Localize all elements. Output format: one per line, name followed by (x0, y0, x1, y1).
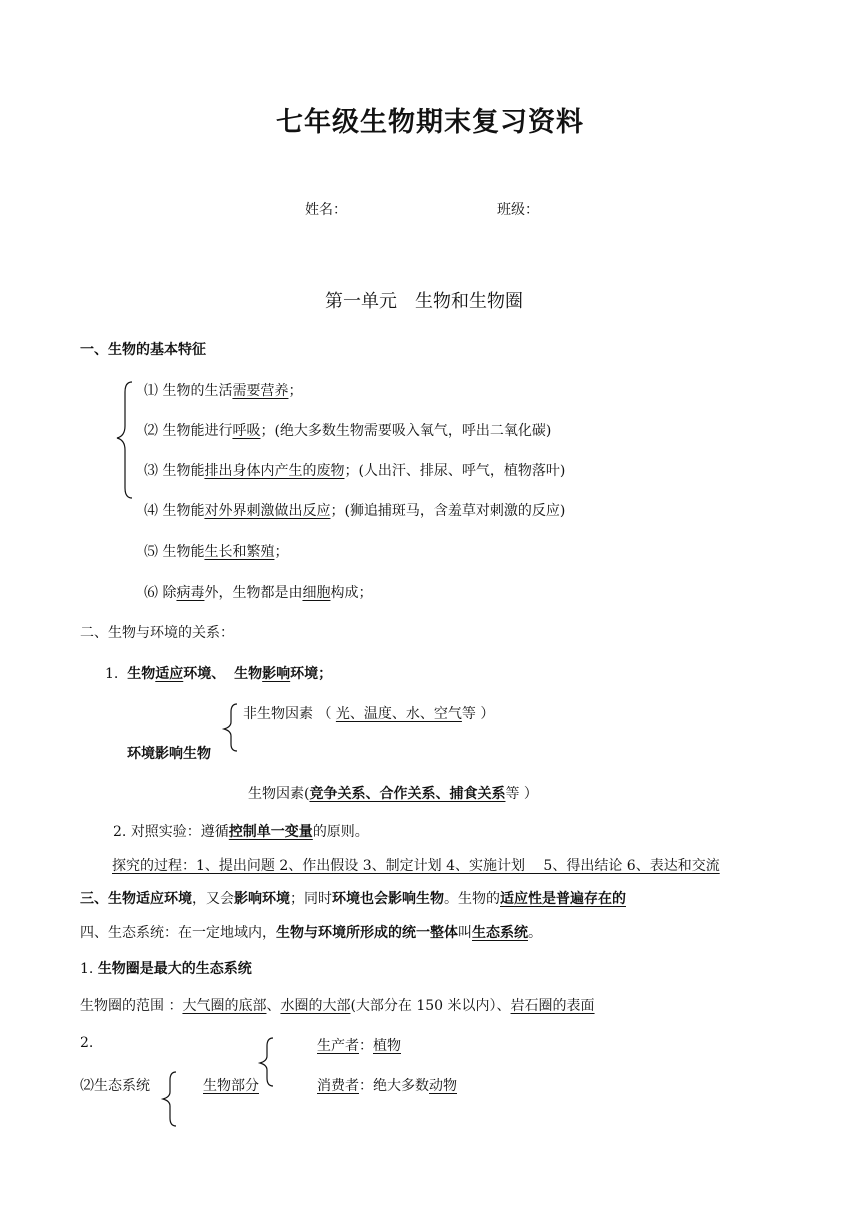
ecosystem-label: ⑵生态系统 (80, 1078, 150, 1094)
brace (158, 1068, 180, 1130)
biosphere-point: 1. 生物圈是最大的生态系统 (80, 961, 252, 977)
section-4: 四、生态系统：在一定地域内，生物与环境所形成的统一整体叫生态系统。 (80, 925, 542, 941)
item-number: 2. (80, 1035, 94, 1051)
consumer-line: 消费者：绝大多数动物 (317, 1078, 457, 1094)
feature-item: ⑸ 生物能生长和繁殖； (144, 544, 289, 560)
section-3: 三、生物适应环境，又会影响环境；同时环境也会影响生物。生物的适应性是普遍存在的 (80, 891, 626, 907)
abiotic-factors: 非生物因素 （ 光、温度、水、空气等 ） (243, 706, 495, 722)
feature-item: ⑹ 除病毒外，生物都是由细胞构成； (144, 585, 373, 601)
feature-item: ⑴ 生物的生活需要营养； (144, 383, 303, 399)
env-affects-life-label: 环境影响生物 (127, 746, 211, 762)
biotic-part: 生物部分 (203, 1078, 259, 1094)
feature-item: ⑷ 生物能对外界刺激做出反应；(狮追捕斑马，含羞草对刺激的反应) (144, 503, 566, 519)
point-1: 1. 生物适应环境、 生物影响环境； (105, 666, 333, 682)
unit-title: 第一单元 生物和生物圈 (325, 291, 523, 312)
feature-item: ⑵ 生物能进行呼吸；(绝大多数生物需要吸入氧气，呼出二氧化碳) (144, 423, 552, 439)
brace (112, 378, 136, 504)
feature-item: ⑶ 生物能排出身体内产生的废物；(人出汗、排尿、呼气，植物落叶) (144, 463, 566, 479)
point-2: 2. 对照实验：遵循控制单一变量的原则。 (113, 824, 369, 840)
page-title: 七年级生物期末复习资料 (276, 107, 584, 138)
inquiry-process: 探究的过程：1、提出问题 2、作出假设 3、制定计划 4、实施计划 5、得出结论 6、表达和交流 (112, 858, 720, 874)
brace (219, 700, 241, 754)
name-label: 姓名： (305, 202, 347, 218)
biosphere-range: 生物圈的范围 ：大气圈的底部、水圈的大部(大部分在 150 米以内）、岩石圈的表面 (80, 998, 595, 1014)
section-heading: 二、生物与环境的关系： (80, 625, 234, 641)
biotic-factors: 生物因素(竞争关系、合作关系、捕食关系等 ） (248, 786, 538, 802)
section-heading: 一、生物的基本特征 (80, 342, 206, 358)
producer-line: 生产者：植物 (317, 1038, 401, 1054)
class-label: 班级： (497, 202, 539, 218)
